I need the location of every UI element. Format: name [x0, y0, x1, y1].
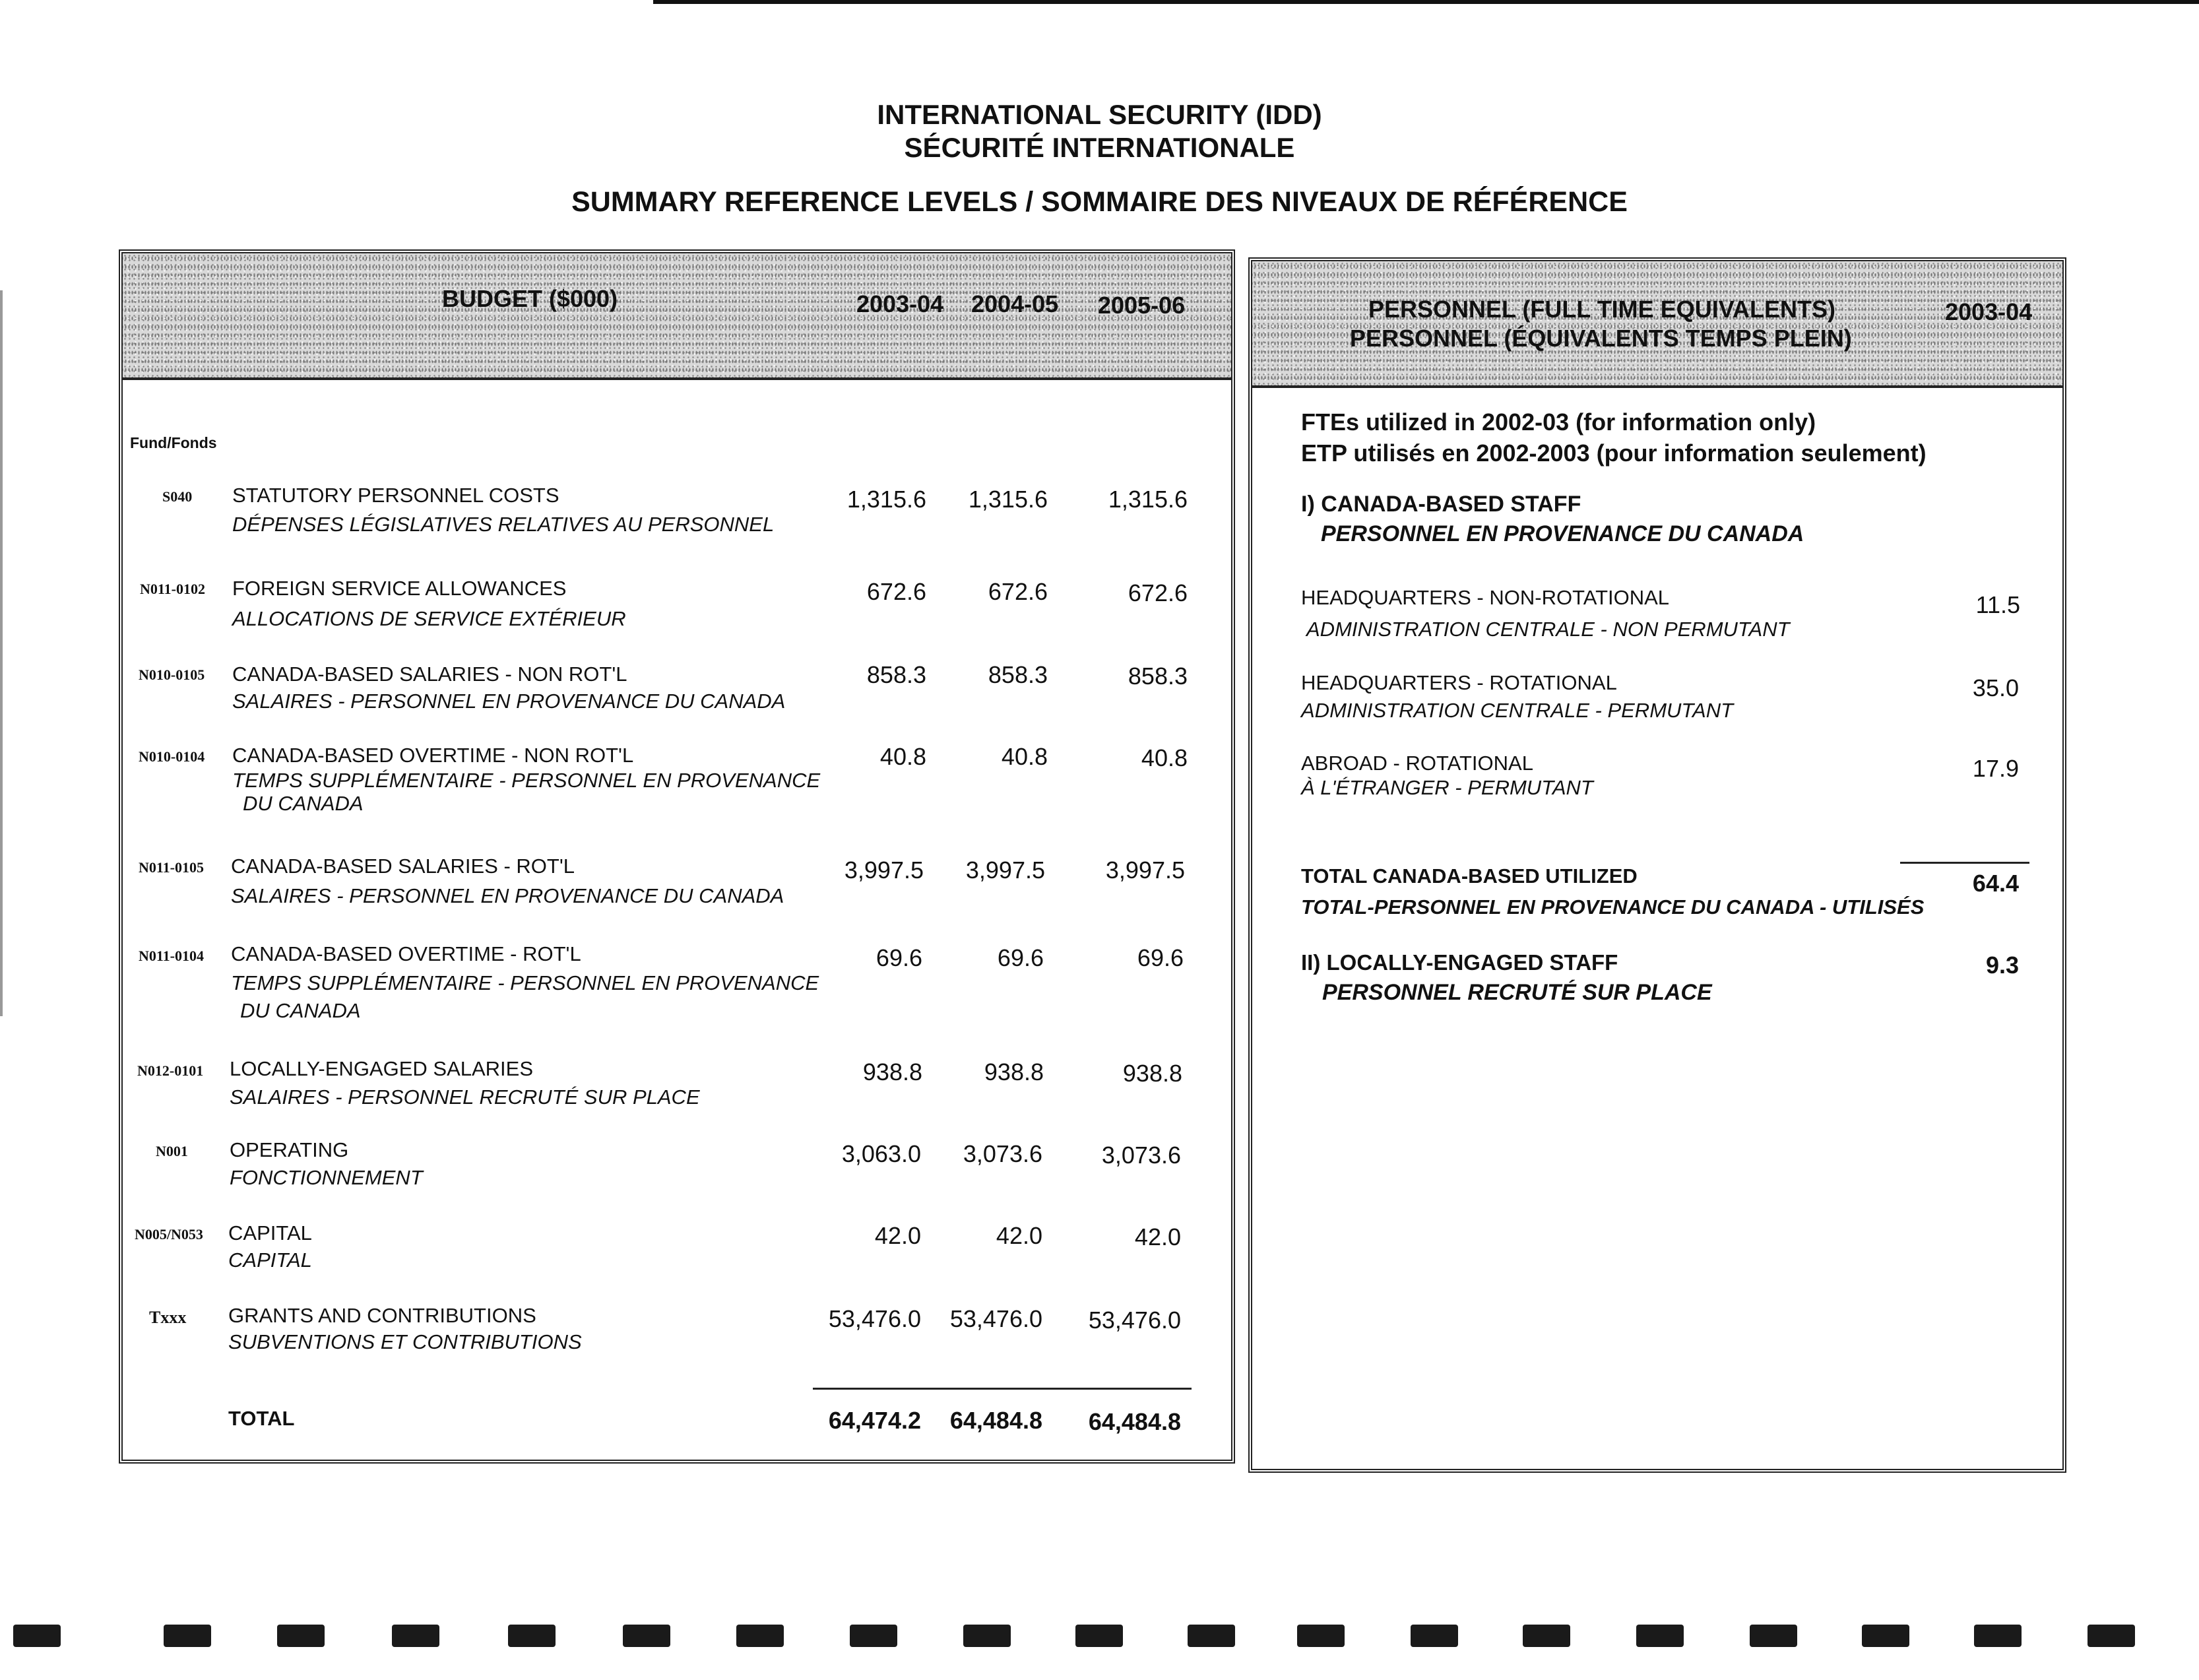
- year-header-3: 2005-06: [1098, 292, 1186, 319]
- fund-code: S040: [162, 488, 193, 505]
- item-label-en: CANADA-BASED SALARIES - NON ROT'L: [232, 662, 627, 686]
- registration-mark: [1411, 1625, 1458, 1647]
- personnel-label-en: HEADQUARTERS - ROTATIONAL: [1301, 671, 1617, 694]
- value-2004-05: 42.0: [996, 1222, 1042, 1249]
- section-locally-engaged-fr: PERSONNEL RECRUTÉ SUR PLACE: [1322, 980, 1712, 1005]
- value-2003-04: 42.0: [874, 1222, 921, 1249]
- fund-code: N011-0105: [139, 859, 204, 876]
- item-label-en: STATUTORY PERSONNEL COSTS: [232, 484, 559, 507]
- personnel-value: 17.9: [1972, 755, 2019, 782]
- personnel-header: [1252, 261, 2062, 388]
- registration-mark: [277, 1625, 325, 1647]
- personnel-total-fr: TOTAL-PERSONNEL EN PROVENANCE DU CANADA - UTILISÉS: [1301, 895, 1925, 919]
- value-2004-05: 40.8: [1001, 743, 1048, 770]
- fund-code: Txxx: [149, 1308, 187, 1327]
- item-label-en: CAPITAL: [228, 1221, 312, 1244]
- personnel-label-fr: ADMINISTRATION CENTRALE - PERMUTANT: [1301, 699, 1734, 722]
- value-2004-05: 672.6: [988, 578, 1048, 605]
- budget-header: [123, 253, 1231, 380]
- item-label-en: CANADA-BASED OVERTIME - ROT'L: [231, 942, 581, 965]
- personnel-label-fr: À L'ÉTRANGER - PERMUTANT: [1301, 776, 1593, 799]
- item-label-en: LOCALLY-ENGAGED SALARIES: [230, 1057, 534, 1080]
- registration-mark: [1862, 1625, 1909, 1647]
- fund-code: N012-0101: [137, 1062, 204, 1079]
- value-2003-04: 53,476.0: [828, 1305, 921, 1332]
- registration-mark: [392, 1625, 439, 1647]
- value-2005-06: 1,315.6: [1108, 486, 1188, 513]
- item-label-fr: SALAIRES - PERSONNEL RECRUTÉ SUR PLACE: [230, 1085, 700, 1109]
- registration-mark: [1523, 1625, 1570, 1647]
- item-label-fr: SALAIRES - PERSONNEL EN PROVENANCE DU CANADA: [232, 690, 786, 713]
- value-2003-04: 1,315.6: [846, 486, 926, 513]
- fund-code: N010-0104: [139, 748, 205, 765]
- page-title: INTERNATIONAL SECURITY (IDD): [877, 99, 1322, 130]
- value-2005-06: 672.6: [1128, 579, 1188, 606]
- total-2003-04: 64,474.2: [828, 1407, 921, 1434]
- value-2003-04: 40.8: [879, 743, 926, 770]
- value-2003-04: 3,997.5: [844, 856, 924, 884]
- budget-header-label: BUDGET ($000): [442, 285, 618, 312]
- registration-mark: [736, 1625, 784, 1647]
- personnel-label-en: HEADQUARTERS - NON-ROTATIONAL: [1301, 586, 1670, 609]
- registration-mark: [1750, 1625, 1797, 1647]
- registration-mark: [1636, 1625, 1684, 1647]
- registration-mark: [623, 1625, 670, 1647]
- summary-title: SUMMARY REFERENCE LEVELS / SOMMAIRE DES NIVEAUX DE RÉFÉRENCE: [571, 186, 1628, 218]
- personnel-header-en: PERSONNEL (FULL TIME EQUIVALENTS): [1368, 296, 1836, 323]
- item-label-fr: SALAIRES - PERSONNEL EN PROVENANCE DU CANADA: [231, 884, 784, 907]
- section-canada-based-en: I) CANADA-BASED STAFF: [1301, 492, 1581, 517]
- personnel-header-fr: PERSONNEL (ÉQUIVALENTS TEMPS PLEIN): [1350, 325, 1852, 352]
- value-2003-04: 858.3: [866, 661, 926, 688]
- value-2003-04: 69.6: [876, 944, 922, 971]
- total-label: TOTAL: [228, 1407, 295, 1430]
- personnel-total-rule: [1900, 862, 2029, 864]
- item-label-fr: TEMPS SUPPLÉMENTAIRE - PERSONNEL EN PROVENANCE: [231, 971, 819, 994]
- value-2004-05: 1,315.6: [968, 486, 1048, 513]
- total-2005-06: 64,484.8: [1088, 1408, 1181, 1435]
- value-2004-05: 858.3: [988, 661, 1048, 688]
- value-2005-06: 3,073.6: [1101, 1142, 1181, 1169]
- locally-engaged-value: 9.3: [1985, 952, 2019, 979]
- value-2004-05: 3,073.6: [963, 1140, 1042, 1167]
- value-2005-06: 53,476.0: [1088, 1307, 1181, 1334]
- fund-code: N011-0102: [140, 581, 205, 597]
- fte-intro-en: FTEs utilized in 2002-03 (for information only): [1301, 408, 1816, 436]
- item-label-en: GRANTS AND CONTRIBUTIONS: [228, 1304, 536, 1327]
- year-header-1: 2003-04: [856, 290, 944, 317]
- value-2005-06: 42.0: [1134, 1223, 1181, 1250]
- page-subtitle: SÉCURITÉ INTERNATIONALE: [904, 132, 1295, 163]
- value-2003-04: 3,063.0: [841, 1140, 921, 1167]
- registration-mark: [850, 1625, 897, 1647]
- registration-mark: [13, 1625, 61, 1647]
- fte-intro-fr: ETP utilisés en 2002-2003 (pour information seulement): [1301, 439, 1927, 467]
- value-2005-06: 3,997.5: [1105, 856, 1185, 884]
- value-2004-05: 69.6: [997, 944, 1044, 971]
- item-label-en: FOREIGN SERVICE ALLOWANCES: [232, 577, 567, 600]
- personnel-label-en: ABROAD - ROTATIONAL: [1301, 752, 1533, 775]
- registration-mark: [164, 1625, 211, 1647]
- item-label-fr: DÉPENSES LÉGISLATIVES RELATIVES AU PERSONNEL: [232, 513, 775, 536]
- fund-code: N011-0104: [139, 948, 204, 964]
- personnel-label-fr: ADMINISTRATION CENTRALE - NON PERMUTANT: [1306, 618, 1790, 641]
- personnel-year-header: 2003-04: [1945, 298, 2033, 325]
- value-2005-06: 69.6: [1137, 944, 1184, 971]
- registration-mark: [963, 1625, 1011, 1647]
- total-2004-05: 64,484.8: [949, 1407, 1042, 1434]
- year-header-2: 2004-05: [971, 290, 1059, 317]
- item-label-fr: CAPITAL: [228, 1248, 312, 1272]
- value-2003-04: 672.6: [866, 578, 926, 605]
- value-2004-05: 3,997.5: [965, 856, 1045, 884]
- section-canada-based-fr: PERSONNEL EN PROVENANCE DU CANADA: [1321, 521, 1804, 546]
- registration-mark: [1974, 1625, 2022, 1647]
- registration-mark: [508, 1625, 556, 1647]
- item-label-en: OPERATING: [230, 1138, 349, 1161]
- item-label-fr: TEMPS SUPPLÉMENTAIRE - PERSONNEL EN PROVENANCE: [232, 769, 821, 792]
- scan-top-edge: [653, 0, 2199, 4]
- registration-mark: [1075, 1625, 1123, 1647]
- item-label-fr: SUBVENTIONS ET CONTRIBUTIONS: [228, 1330, 582, 1353]
- value-2005-06: 40.8: [1141, 744, 1188, 771]
- value-2003-04: 938.8: [862, 1058, 922, 1085]
- value-2005-06: 938.8: [1122, 1060, 1182, 1087]
- personnel-total-value: 64.4: [1972, 870, 2019, 897]
- personnel-value: 11.5: [1975, 591, 2020, 618]
- item-label-fr: FONCTIONNEMENT: [230, 1166, 423, 1189]
- fund-label: Fund/Fonds: [130, 434, 217, 451]
- item-label-fr: ALLOCATIONS DE SERVICE EXTÉRIEUR: [232, 607, 626, 630]
- item-label-fr-cont: DU CANADA: [243, 792, 364, 815]
- value-2004-05: 53,476.0: [949, 1305, 1042, 1332]
- section-locally-engaged-en: II) LOCALLY-ENGAGED STAFF: [1301, 950, 1618, 975]
- item-label-en: CANADA-BASED SALARIES - ROT'L: [231, 855, 575, 878]
- item-label-fr-cont: DU CANADA: [240, 999, 361, 1022]
- registration-mark: [1188, 1625, 1235, 1647]
- personnel-value: 35.0: [1972, 674, 2019, 701]
- registration-mark: [2087, 1625, 2135, 1647]
- registration-mark: [1297, 1625, 1345, 1647]
- item-label-en: CANADA-BASED OVERTIME - NON ROT'L: [232, 744, 634, 767]
- scan-left-edge: [0, 290, 3, 1016]
- fund-code: N005/N053: [135, 1226, 203, 1243]
- value-2005-06: 858.3: [1128, 662, 1188, 690]
- fund-code: N010-0105: [139, 666, 205, 683]
- personnel-total-en: TOTAL CANADA-BASED UTILIZED: [1301, 864, 1638, 888]
- value-2004-05: 938.8: [984, 1058, 1044, 1085]
- total-rule: [813, 1388, 1192, 1390]
- fund-code: N001: [156, 1143, 188, 1159]
